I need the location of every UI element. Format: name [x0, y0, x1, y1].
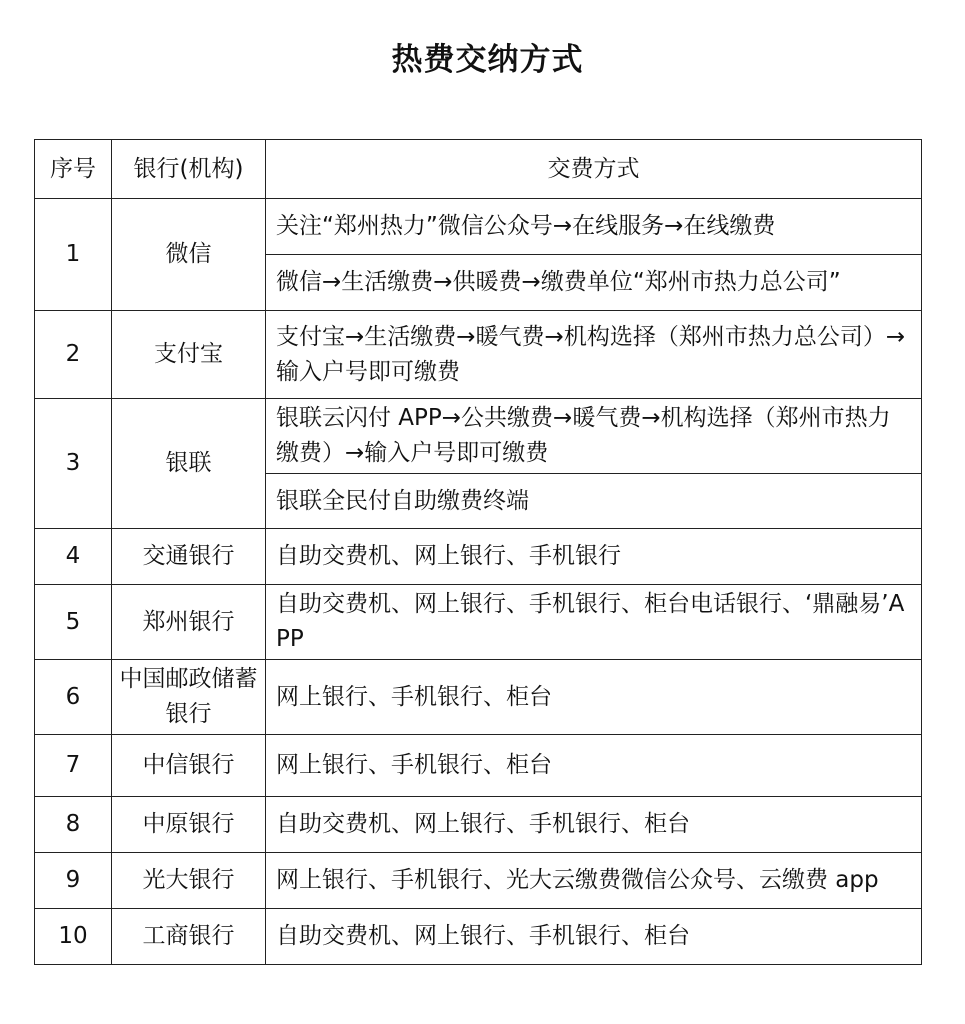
page-title: 热费交纳方式	[391, 42, 584, 78]
table-row	[35, 853, 922, 909]
bank-name: 光大银行	[112, 853, 266, 909]
header-no: 序号	[35, 140, 112, 199]
bank-name: 交通银行	[112, 529, 266, 585]
payment-method: 关注“郑州热力”微信公众号→在线服务→在线缴费	[266, 199, 922, 255]
row-number: 8	[35, 797, 112, 853]
table-row	[35, 909, 922, 965]
payment-method: 银联云闪付 APP→公共缴费→暖气费→机构选择（郑州市热力缴费）→输入户号即可缴费	[266, 399, 922, 474]
bank-name: 中信银行	[112, 735, 266, 797]
payment-method: 支付宝→生活缴费→暖气费→机构选择（郑州市热力总公司）→输入户号即可缴费	[266, 311, 922, 399]
header-method: 交费方式	[266, 140, 922, 199]
row-number: 10	[35, 909, 112, 965]
row-number: 5	[35, 585, 112, 660]
header-bank: 银行(机构)	[112, 140, 266, 199]
payment-method: 自助交费机、网上银行、手机银行、柜台	[266, 909, 922, 965]
payment-method: 自助交费机、网上银行、手机银行	[266, 529, 922, 585]
table-row	[35, 399, 922, 474]
row-number: 9	[35, 853, 112, 909]
payment-method: 网上银行、手机银行、光大云缴费微信公众号、云缴费 app	[266, 853, 922, 909]
table-row	[35, 735, 922, 797]
payment-method: 微信→生活缴费→供暖费→缴费单位“郑州市热力总公司”	[266, 255, 922, 311]
row-number: 1	[35, 199, 112, 311]
bank-name: 中原银行	[112, 797, 266, 853]
table-row	[35, 660, 922, 735]
bank-name: 中国邮政储蓄银行	[112, 660, 266, 735]
row-number: 4	[35, 529, 112, 585]
payment-methods-table	[34, 139, 922, 965]
table-row	[35, 529, 922, 585]
bank-name: 微信	[112, 199, 266, 311]
bank-name: 银联	[112, 399, 266, 529]
table-row	[35, 585, 922, 660]
payment-method: 网上银行、手机银行、柜台	[266, 660, 922, 735]
table-row	[35, 797, 922, 853]
table-row	[35, 199, 922, 255]
table-header-row	[35, 140, 922, 199]
bank-name: 工商银行	[112, 909, 266, 965]
row-number: 3	[35, 399, 112, 529]
row-number: 2	[35, 311, 112, 399]
bank-name: 支付宝	[112, 311, 266, 399]
row-number: 7	[35, 735, 112, 797]
row-number: 6	[35, 660, 112, 735]
table-row	[35, 311, 922, 399]
payment-method: 自助交费机、网上银行、手机银行、柜台电话银行、‘鼎融易’APP	[266, 585, 922, 660]
payment-method: 银联全民付自助缴费终端	[266, 474, 922, 529]
payment-method: 自助交费机、网上银行、手机银行、柜台	[266, 797, 922, 853]
bank-name: 郑州银行	[112, 585, 266, 660]
payment-method: 网上银行、手机银行、柜台	[266, 735, 922, 797]
